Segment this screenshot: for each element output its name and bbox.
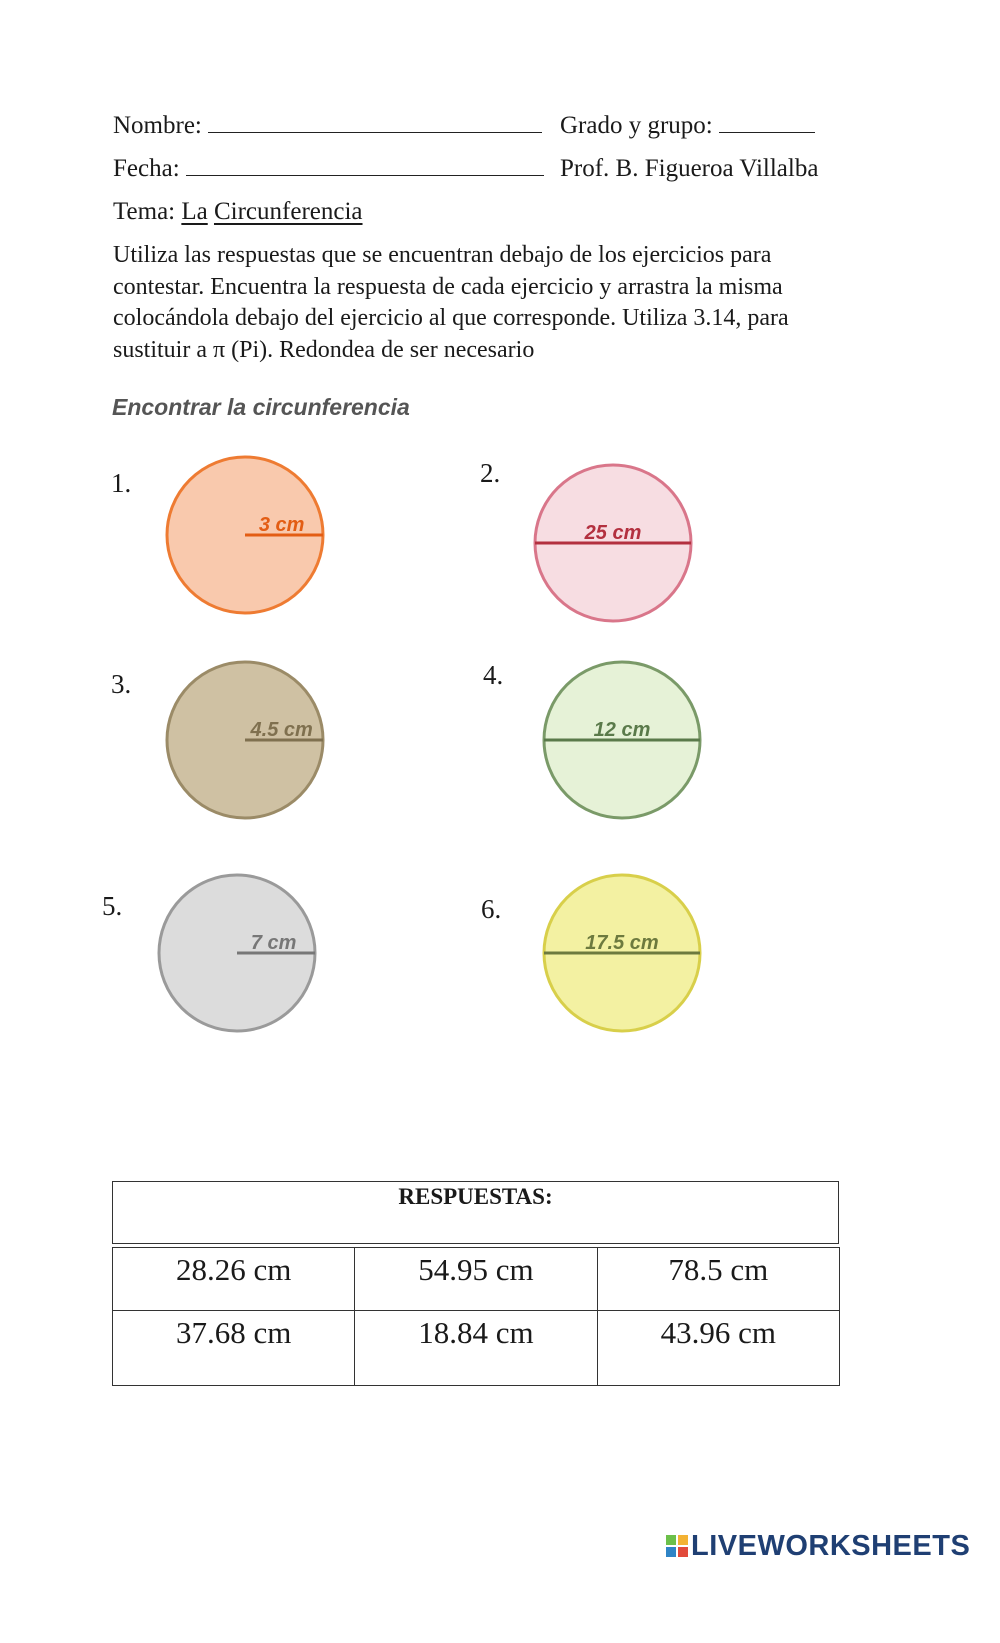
measure-label: 12 cm [593,719,651,741]
answer-chip[interactable]: 78.5 cm [597,1248,839,1311]
grado-blank[interactable] [719,131,815,133]
exercise-number: 5. [102,891,123,921]
tema-label: Tema: [113,198,176,225]
exercise-circle-2 [528,463,698,623]
exercise-circle-1 [160,455,330,615]
answer-chip[interactable]: 18.84 cm [355,1311,597,1386]
answers-header [112,1181,839,1244]
profesor: Prof. B. Figueroa Villalba [560,155,819,182]
answer-chip[interactable]: 43.96 cm [597,1311,839,1386]
instruction-line: sustituir a π (Pi). Redondea de ser necesario [113,336,535,363]
grado-label: Grado y grupo: [560,112,713,139]
fecha-label: Fecha: [113,155,180,182]
answer-chip[interactable]: 28.26 cm [113,1248,355,1311]
exercise-circle-3 [160,660,330,820]
answers-table [112,1247,840,1386]
exercise-circle-5 [152,873,322,1033]
instruction-line: Utiliza las respuestas que se encuentran debajo de los ejercicios para [113,242,772,268]
nombre-blank[interactable] [208,131,542,133]
grado-line [560,112,815,140]
section-title: Encontrar la circunferencia [112,394,410,420]
measure-label: 4.5 cm [250,719,313,741]
exercise-circle-6 [537,873,707,1033]
instructions [113,240,873,366]
fecha-line [113,155,544,183]
answer-chip[interactable]: 54.95 cm [355,1248,597,1311]
nombre-label: Nombre: [113,112,202,139]
liveworksheets-logo-icon [666,1535,688,1557]
exercise-number: 6. [481,894,502,924]
answers-title: RESPUESTAS: [398,1184,553,1209]
instruction-line: colocándola debajo del ejercicio al que corresponde. Utiliza 3.14, para [113,305,789,331]
exercise-number: 2. [480,458,501,488]
logo-text: LIVEWORKSHEETS [691,1530,971,1562]
exercise-circle-4 [537,660,707,820]
tema-word-2: Circunferencia [213,198,363,225]
instruction-line: contestar. Encuentra la respuesta de cada ejercicio y arrastra la misma [113,273,783,300]
liveworksheets-logo [666,1530,970,1563]
measure-label: 7 cm [250,932,297,954]
nombre-line [113,112,542,140]
exercise-number: 3. [111,669,132,699]
tema-line [113,198,363,226]
exercise-number: 1. [111,468,132,498]
tema-word-1: La [181,198,208,225]
measure-label: 3 cm [258,514,305,536]
answer-chip[interactable]: 37.68 cm [113,1311,355,1386]
answers-row [113,1248,840,1311]
answers-row [113,1311,840,1386]
measure-label: 25 cm [584,522,642,544]
measure-label: 17.5 cm [585,932,659,954]
exercise-number: 4. [483,660,504,690]
fecha-blank[interactable] [186,174,544,176]
